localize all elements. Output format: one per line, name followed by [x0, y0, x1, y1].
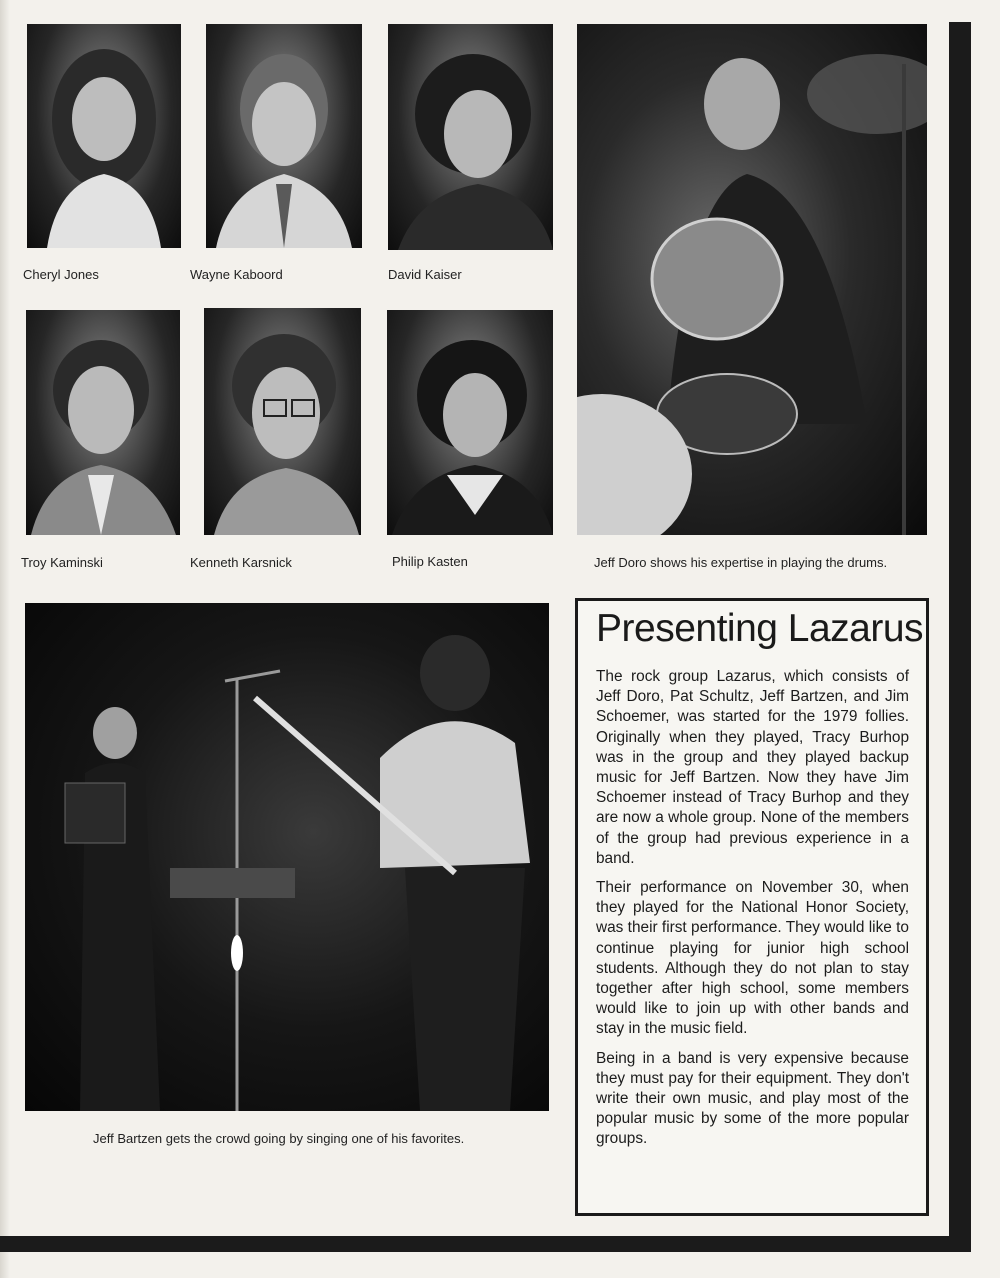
- article-title: Presenting Lazarus: [596, 607, 924, 650]
- band-performance-photo: [25, 603, 549, 1111]
- page-binding-edge: [0, 0, 10, 1278]
- article-paragraph: Being in a band is very expensive because they must pay for their equipment. They don't write their own music, and play most of the popular music by some of the more popular groups.: [596, 1049, 909, 1148]
- portrait-silhouette: [26, 310, 180, 535]
- portrait-caption: Philip Kasten: [392, 554, 468, 569]
- band-performance-illustration: [25, 603, 549, 1111]
- portrait-silhouette: [206, 24, 362, 248]
- band-photo-caption: Jeff Bartzen gets the crowd going by singing one of his favorites.: [93, 1131, 465, 1146]
- portrait-caption: Troy Kaminski: [21, 555, 103, 570]
- portrait-caption: Cheryl Jones: [23, 267, 99, 282]
- page-border-bottom: [0, 1236, 971, 1252]
- drummer-photo: [577, 24, 927, 535]
- page-border-right: [949, 22, 971, 1252]
- portrait-silhouette: [204, 308, 361, 535]
- portrait-photo-philip-kasten: [387, 310, 553, 535]
- article-paragraph: The rock group Lazarus, which consists of Jeff Doro, Pat Schultz, Jeff Bartzen, and Jim Schoemer, was started for the 1979 follies. Originally when they played, Tracy Burhop was in the group and they played backup music for Jeff Bartzen. Now they have Jim Schoemer instead of Tracy Burhop and they are now a whole group. None of the members of the group had previous experience in a band.: [596, 668, 909, 867]
- article-box: [575, 598, 929, 1216]
- portrait-silhouette: [388, 24, 553, 250]
- portrait-silhouette: [387, 310, 553, 535]
- portrait-caption: Wayne Kaboord: [190, 267, 283, 282]
- portrait-silhouette: [27, 24, 181, 248]
- portrait-photo-troy-kaminski: [26, 310, 180, 535]
- portrait-photo-wayne-kaboord: [206, 24, 362, 248]
- drummer-photo-caption: Jeff Doro shows his expertise in playing the drums.: [594, 555, 888, 570]
- article-paragraph: Their performance on November 30, when they played for the National Honor Society, was their first performance. They would like to continue playing for junior high school students. Although they do not plan to stay together after high school, some members would like to join up with other bands and stay in the music field.: [596, 879, 909, 1038]
- portrait-caption: Kenneth Karsnick: [190, 555, 292, 570]
- portrait-caption: David Kaiser: [388, 267, 462, 282]
- portrait-photo-cheryl-jones: [27, 24, 181, 248]
- portrait-photo-david-kaiser: [388, 24, 553, 250]
- portrait-photo-kenneth-karsnick: [204, 308, 361, 535]
- drum-kit-illustration: [577, 24, 927, 535]
